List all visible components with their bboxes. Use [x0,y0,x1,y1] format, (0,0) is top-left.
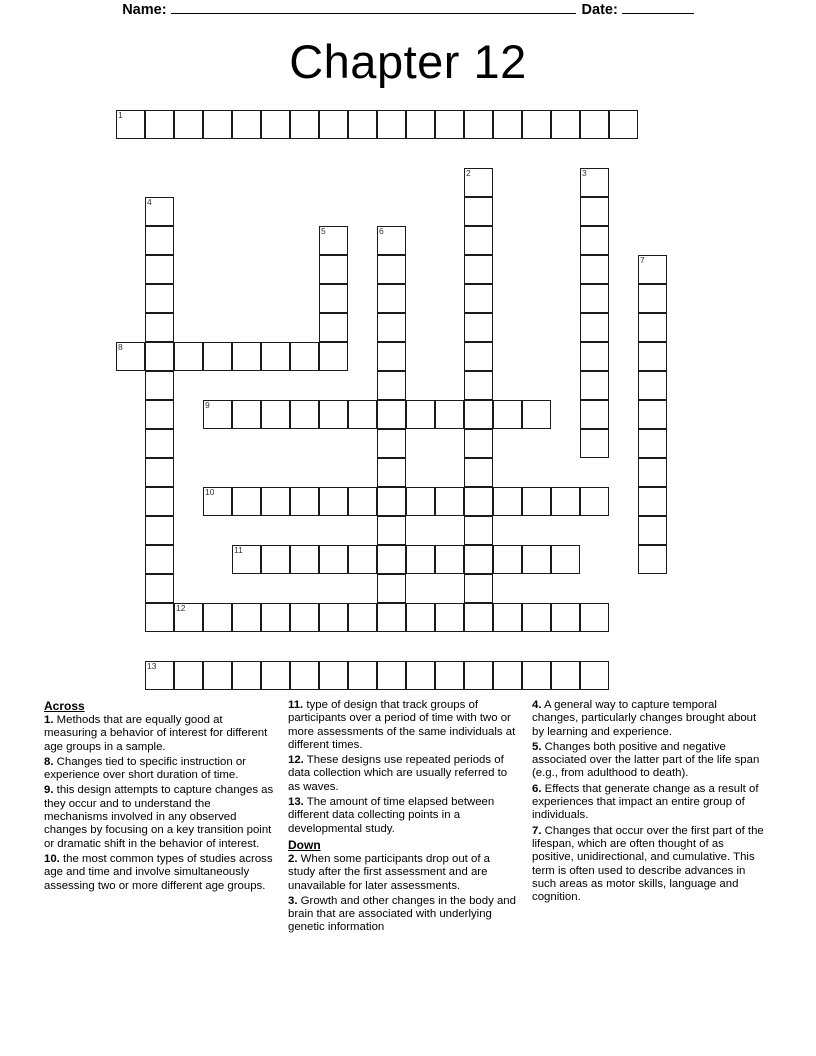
crossword-cell[interactable] [145,429,174,458]
clue-text: Growth and other changes in the body and brain that are associated with underlying genetic information [288,894,516,934]
crossword-cell[interactable] [406,603,435,632]
crossword-cell[interactable] [319,226,348,255]
crossword-cell[interactable] [261,400,290,429]
clue-number: 8. [44,755,54,768]
crossword-cell[interactable] [580,284,609,313]
crossword-cell[interactable] [319,661,348,690]
crossword-cell[interactable] [377,458,406,487]
crossword-cell[interactable] [464,342,493,371]
clues-column-2 [288,699,520,969]
crossword-cell[interactable] [348,661,377,690]
clue-text: A general way to capture temporal changes, particularly changes brought about by learning and experience. [532,699,757,738]
crossword-cell[interactable] [145,458,174,487]
crossword-cell[interactable] [232,400,261,429]
crossword-cell[interactable] [203,110,232,139]
crossword-cell[interactable] [638,400,667,429]
crossword-cell[interactable] [464,603,493,632]
crossword-cell-number: 8 [118,342,123,352]
crossword-cell[interactable] [232,661,261,690]
clue-item [288,754,520,794]
clue-item [288,699,520,752]
crossword-cell[interactable] [145,255,174,284]
clue-item [44,853,276,893]
crossword-cell[interactable] [464,226,493,255]
crossword-cell[interactable] [580,110,609,139]
crossword-cell[interactable] [464,400,493,429]
crossword-cell[interactable] [464,168,493,197]
crossword-cell[interactable] [580,168,609,197]
crossword-cell[interactable] [464,458,493,487]
crossword-cell[interactable] [145,661,174,690]
crossword-cell[interactable] [348,400,377,429]
clue-text: type of design that track groups of participants over a period of time with two or more assessments of the same individuals at different times. [288,699,516,751]
crossword-cell[interactable] [377,661,406,690]
clues-section [44,699,780,969]
clue-number: 3. [288,894,298,907]
crossword-cell[interactable] [377,487,406,516]
crossword-cell[interactable] [145,226,174,255]
crossword-cell[interactable] [435,110,464,139]
crossword-cell[interactable] [551,603,580,632]
crossword-cell[interactable] [638,371,667,400]
clue-item [532,741,764,781]
crossword-cell[interactable] [174,661,203,690]
crossword-cell[interactable] [551,487,580,516]
crossword-cell[interactable] [290,487,319,516]
crossword-cell[interactable] [116,110,145,139]
across-heading: Across [44,699,85,713]
clue-text: Effects that generate change as a result of experiences that impact an entire group of individuals. [532,782,759,822]
clue-number: 11. [288,699,304,711]
crossword-cell[interactable] [377,371,406,400]
crossword-cell[interactable] [493,603,522,632]
crossword-cell-number: 4 [147,197,152,207]
crossword-cell[interactable] [464,545,493,574]
crossword-cell[interactable] [638,516,667,545]
crossword-cell[interactable] [261,603,290,632]
crossword-cell-number: 6 [379,226,384,236]
crossword-cell[interactable] [203,603,232,632]
crossword-cell[interactable] [377,429,406,458]
crossword-cell[interactable] [261,661,290,690]
crossword-cell[interactable] [522,661,551,690]
crossword-cell[interactable] [145,516,174,545]
crossword-cell[interactable] [580,603,609,632]
crossword-cell[interactable] [580,255,609,284]
clue-number: 7. [532,824,542,837]
crossword-cell[interactable] [464,371,493,400]
crossword-cell[interactable] [522,603,551,632]
crossword-cell[interactable] [406,545,435,574]
crossword-cell[interactable] [319,255,348,284]
crossword-cell[interactable] [348,487,377,516]
crossword-cell[interactable] [406,110,435,139]
crossword-cell[interactable] [464,197,493,226]
crossword-cell[interactable] [261,487,290,516]
crossword-cell[interactable] [609,110,638,139]
crossword-cell[interactable] [348,603,377,632]
crossword-cell[interactable] [580,487,609,516]
clues-column-1 [44,699,276,969]
crossword-cell[interactable] [261,110,290,139]
crossword-cell[interactable] [464,487,493,516]
clue-text: When some participants drop out of a study after the first assessment and are unavailable for later assessments. [288,852,490,892]
crossword-cell[interactable] [319,284,348,313]
clue-item [288,895,520,935]
crossword-cell[interactable] [232,110,261,139]
crossword-cell[interactable] [203,661,232,690]
crossword-cell[interactable] [464,516,493,545]
crossword-cell[interactable] [145,545,174,574]
clue-number: 5. [532,740,542,753]
crossword-cell[interactable] [290,400,319,429]
crossword-cell[interactable] [464,429,493,458]
clue-number: 4. [532,699,542,711]
clue-item [44,714,276,754]
crossword-cell[interactable] [377,342,406,371]
crossword-cell[interactable] [319,487,348,516]
crossword-cell[interactable] [203,342,232,371]
crossword-cell[interactable] [464,661,493,690]
crossword-cell[interactable] [580,371,609,400]
crossword-cell[interactable] [435,400,464,429]
crossword-cell[interactable] [261,545,290,574]
clue-number: 12. [288,754,304,767]
crossword-cell[interactable] [464,110,493,139]
crossword-cell[interactable] [377,110,406,139]
crossword-cell[interactable] [290,110,319,139]
crossword-cell[interactable] [377,226,406,255]
crossword-cell[interactable] [464,255,493,284]
clue-text: Changes both positive and negative associated over the latter part of the life span (e.g., from adulthood to death). [532,740,760,780]
crossword-cell[interactable] [435,603,464,632]
crossword-cell[interactable] [290,603,319,632]
crossword-cell-number: 7 [640,255,645,265]
crossword-cell[interactable] [435,487,464,516]
crossword-cell[interactable] [377,400,406,429]
clue-number: 1. [44,714,54,726]
crossword-cell[interactable] [522,545,551,574]
clue-item [532,699,764,739]
clue-text: Changes that occur over the first part of the lifespan, which are often thought of as positive, unidirectional, and cumulative. This term is often used to describe advances in such areas as motor skills, language and cognition. [532,824,764,904]
crossword-cell[interactable] [319,400,348,429]
crossword-cell[interactable] [145,110,174,139]
crossword-cell[interactable] [406,487,435,516]
date-label: Date: [581,2,618,18]
crossword-cell[interactable] [203,487,232,516]
crossword-cell[interactable] [551,545,580,574]
crossword-cell[interactable] [580,342,609,371]
crossword-cell[interactable] [580,429,609,458]
crossword-cell-number: 13 [147,661,157,671]
crossword-cell[interactable] [377,545,406,574]
crossword-cell[interactable] [493,661,522,690]
crossword-cell[interactable] [174,603,203,632]
clue-text: The amount of time elapsed between different data collecting points in a developmental study. [288,796,495,835]
crossword-cell[interactable] [319,603,348,632]
crossword-cell[interactable] [493,400,522,429]
clue-item [288,853,520,893]
crossword-cell[interactable] [493,487,522,516]
crossword-cell[interactable] [145,574,174,603]
crossword-cell[interactable] [551,661,580,690]
crossword-cell[interactable] [290,545,319,574]
crossword-cell[interactable] [464,284,493,313]
crossword-cell[interactable] [638,342,667,371]
crossword-cell-number: 12 [176,603,186,613]
crossword-cell[interactable] [638,487,667,516]
crossword-cell[interactable] [290,342,319,371]
crossword-cell[interactable] [261,342,290,371]
crossword-cell[interactable] [522,110,551,139]
clue-text: the most common types of studies across age and time and involve simultaneously assessing two or more different age groups. [44,852,273,892]
clue-item [44,756,276,783]
crossword-cell[interactable] [377,574,406,603]
crossword-cell[interactable] [638,429,667,458]
crossword-cell[interactable] [638,458,667,487]
crossword-cell[interactable] [580,400,609,429]
crossword-cell[interactable] [319,545,348,574]
crossword-cell[interactable] [638,284,667,313]
crossword-cell-number: 2 [466,168,471,178]
crossword-cell[interactable] [522,487,551,516]
clue-number: 2. [288,852,298,865]
crossword-cell[interactable] [145,313,174,342]
clue-number: 9. [44,784,54,797]
crossword-cell[interactable] [406,400,435,429]
crossword-cell[interactable] [580,661,609,690]
crossword-cell[interactable] [406,661,435,690]
crossword-cell[interactable] [145,487,174,516]
crossword-cell[interactable] [232,487,261,516]
name-label: Name: [122,2,167,18]
clue-item [532,825,764,905]
crossword-cell[interactable] [145,284,174,313]
crossword-cell[interactable] [319,110,348,139]
clue-number: 13. [288,796,304,809]
crossword-cell-number: 3 [582,168,587,178]
crossword-cell[interactable] [348,545,377,574]
crossword-cell[interactable] [232,545,261,574]
crossword-cell-number: 1 [118,110,123,120]
crossword-cell[interactable] [464,574,493,603]
crossword-cell[interactable] [348,110,377,139]
crossword-cell[interactable] [551,110,580,139]
crossword-cell[interactable] [493,110,522,139]
crossword-cell[interactable] [435,545,464,574]
clue-number: 10. [44,852,60,865]
crossword-cell[interactable] [319,313,348,342]
crossword-cell[interactable] [290,661,319,690]
down-heading: Down [288,837,321,852]
crossword-cell[interactable] [145,197,174,226]
crossword-cell-number: 9 [205,400,210,410]
crossword-cell[interactable] [377,255,406,284]
page-title: Chapter 12 [289,35,527,88]
crossword-cell[interactable] [145,603,174,632]
crossword-cell[interactable] [116,342,145,371]
crossword-cell-number: 11 [234,545,243,555]
crossword-cell[interactable] [522,400,551,429]
crossword-cell[interactable] [638,313,667,342]
clue-text: Changes tied to specific instruction or experience over short duration of time. [44,755,246,782]
clue-text: Methods that are equally good at measuring a behavior of interest for different age groups in a sample. [44,714,268,753]
crossword-cell[interactable] [145,371,174,400]
crossword-cell[interactable] [145,342,174,371]
crossword-cell[interactable] [638,545,667,574]
crossword-cell[interactable] [580,197,609,226]
clue-text: These designs use repeated periods of data collection which are usually referred to as waves. [288,754,508,793]
crossword-cell-number: 5 [321,226,326,236]
clue-item [44,784,276,850]
crossword-cell[interactable] [377,516,406,545]
clue-item [288,796,520,836]
crossword-cell[interactable] [435,661,464,690]
crossword-cell[interactable] [580,313,609,342]
crossword-cell[interactable] [232,603,261,632]
crossword-cell[interactable] [580,226,609,255]
crossword-cell[interactable] [377,284,406,313]
crossword-cell[interactable] [232,342,261,371]
crossword-cell[interactable] [464,313,493,342]
crossword-cell[interactable] [174,110,203,139]
crossword-cell[interactable] [319,342,348,371]
crossword-cell-number: 10 [205,487,215,497]
crossword-cell[interactable] [203,400,232,429]
crossword-cell[interactable] [493,545,522,574]
crossword-cell[interactable] [638,255,667,284]
clue-text: this design attempts to capture changes as they occur and to understand the mechanisms involved in any observed changes by focusing on a key transition point or dramatic shift in the behavior of interest. [44,784,274,850]
crossword-cell[interactable] [174,342,203,371]
crossword-cell[interactable] [377,313,406,342]
clues-column-3 [532,699,764,969]
crossword-cell[interactable] [145,400,174,429]
clue-number: 6. [532,782,542,795]
crossword-cell[interactable] [377,603,406,632]
clue-item [532,783,764,823]
